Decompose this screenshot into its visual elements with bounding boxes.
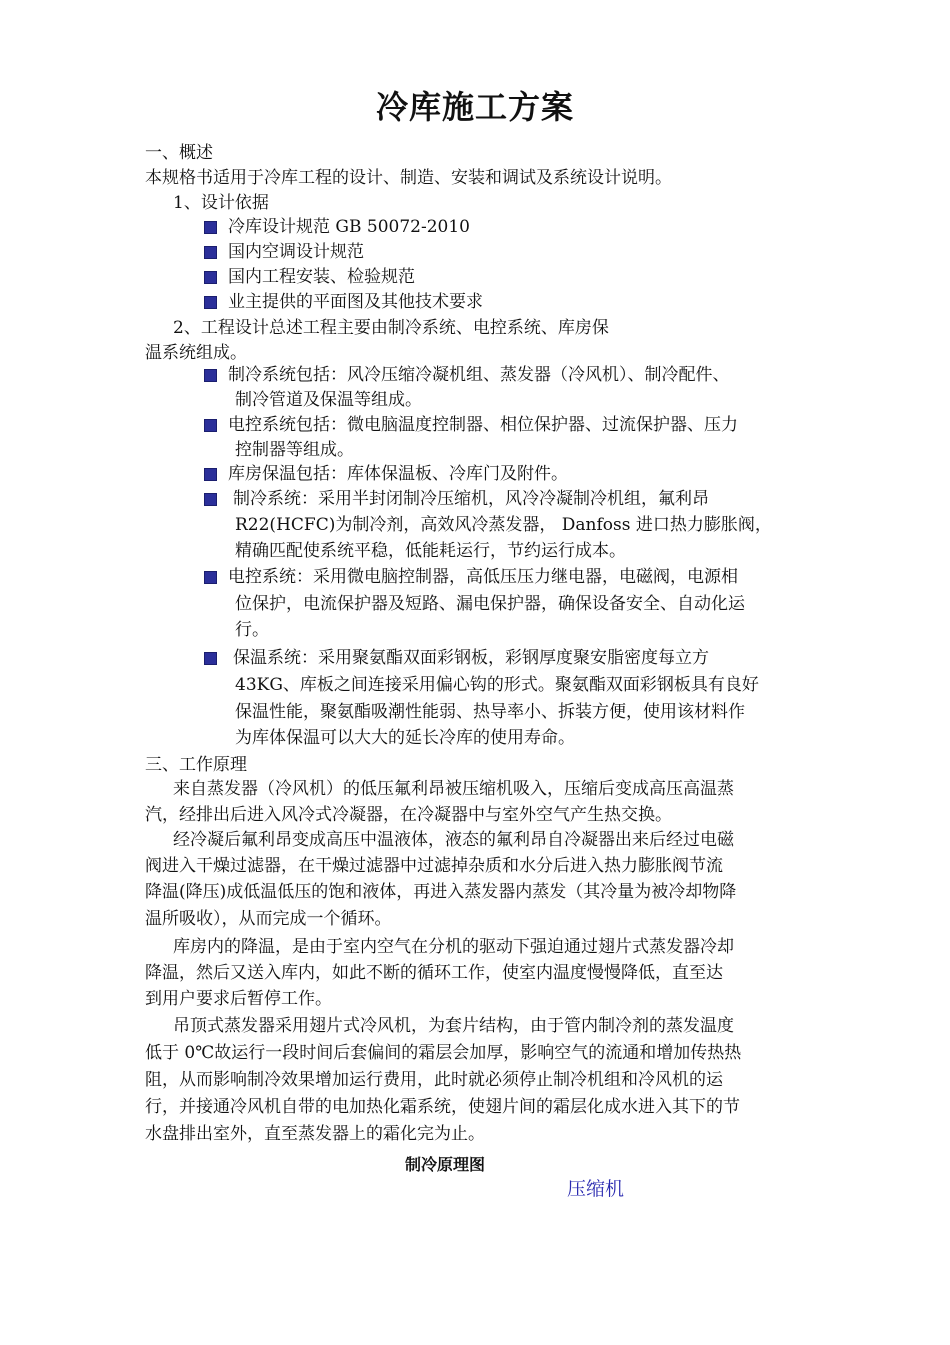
design-basis-heading: 1、设计依据 <box>173 193 269 213</box>
bullet-square-icon <box>204 468 217 481</box>
paragraph-line: 汽，经排出后进入风冷式冷凝器，在冷凝器中与室外空气产生热交换。 <box>145 805 672 825</box>
system-item-line: 为库体保温可以大大的延长冷库的使用寿命。 <box>235 728 575 748</box>
system-item-line: 库房保温包括：库体保温板、冷库门及附件。 <box>228 464 568 484</box>
system-item-line: 制冷管道及保温等组成。 <box>235 390 422 410</box>
system-item-line: 行。 <box>235 620 269 640</box>
paragraph-line: 温所吸收），从而完成一个循环。 <box>145 909 392 929</box>
paragraph-line: 库房内的降温，是由于室内空气在分机的驱动下强迫通过翅片式蒸发器冷却 <box>173 937 734 957</box>
system-item-line: 保温性能，聚氨酯吸潮性能弱、热导率小、拆装方便，使用该材料作 <box>235 702 745 722</box>
bullet-square-icon <box>204 296 217 309</box>
system-item-line: 电控系统：采用微电脑控制器，高低压压力继电器，电磁阀，电源相 <box>228 567 738 587</box>
paragraph-line: 来自蒸发器（冷风机）的低压氟利昂被压缩机吸入，压缩后变成高压高温蒸 <box>173 779 734 799</box>
section-heading-principle: 三、工作原理 <box>145 755 247 775</box>
bullet-square-icon <box>204 221 217 234</box>
system-item-line: 精确匹配使系统平稳，低能耗运行，节约运行成本。 <box>235 541 626 561</box>
system-item-line: 控制器等组成。 <box>235 440 354 460</box>
system-item-line: R22(HCFC)为制冷剂，高效风冷蒸发器， Danfoss 进口热力膨胀阀， <box>235 515 772 535</box>
paragraph-line: 低于 0℃故运行一段时间后套偏间的霜层会加厚，影响空气的流通和增加传热热 <box>145 1043 742 1063</box>
paragraph-line: 阀进入干燥过滤器，在干燥过滤器中过滤掉杂质和水分后进入热力膨胀阀节流 <box>145 856 723 876</box>
paragraph-line: 降温(降压)成低温低压的饱和液体，再进入蒸发器内蒸发（其冷量为被冷却物降 <box>145 882 737 902</box>
diagram-caption: 制冷原理图 <box>404 1155 485 1174</box>
paragraph-line: 到用户要求后暂停工作。 <box>145 989 332 1009</box>
system-item-line: 保温系统：采用聚氨酯双面彩钢板，彩钢厚度聚安脂密度每立方 <box>233 648 709 668</box>
intro-text: 本规格书适用于冷库工程的设计、制造、安装和调试及系统设计说明。 <box>145 168 672 188</box>
section-heading-overview: 一、概述 <box>145 143 213 163</box>
basis-item: 业主提供的平面图及其他技术要求 <box>228 292 483 312</box>
bullet-square-icon <box>204 271 217 284</box>
bullet-square-icon <box>204 652 217 665</box>
system-item-line: 电控系统包括：微电脑温度控制器、相位保护器、过流保护器、压力 <box>228 415 738 435</box>
basis-item: 国内工程安装、检验规范 <box>228 267 415 287</box>
paragraph-line: 吊顶式蒸发器采用翅片式冷风机，为套片结构，由于管内制冷剂的蒸发温度 <box>173 1016 734 1036</box>
basis-item: 冷库设计规范 GB 50072-2010 <box>228 217 470 237</box>
bullet-square-icon <box>204 369 217 382</box>
system-item-line: 制冷系统：采用半封闭制冷压缩机，风冷冷凝制冷机组，氟利昂 <box>233 489 709 509</box>
overview-text: 温系统组成。 <box>145 343 247 363</box>
paragraph-line: 阻，从而影响制冷效果增加运行费用，此时就必须停止制冷机组和冷风机的运 <box>145 1070 723 1090</box>
system-item-line: 43KG、库板之间连接采用偏心钩的形式。聚氨酯双面彩钢板具有良好 <box>235 675 759 695</box>
document-title: 冷库施工方案 <box>375 88 574 126</box>
system-item-line: 制冷系统包括：风冷压缩冷凝机组、蒸发器（冷风机）、制冷配件、 <box>228 365 730 385</box>
paragraph-line: 行，并接通冷风机自带的电加热化霜系统，使翅片间的霜层化成水进入其下的节 <box>145 1097 740 1117</box>
basis-item: 国内空调设计规范 <box>228 242 364 262</box>
bullet-square-icon <box>204 419 217 432</box>
paragraph-line: 水盘排出室外，直至蒸发器上的霜化完为止。 <box>145 1124 485 1144</box>
bullet-square-icon <box>204 571 217 584</box>
paragraph-line: 降温，然后又送入库内，如此不断的循环工作，使室内温度慢慢降低，直至达 <box>145 963 723 983</box>
overview-text: 2、工程设计总述工程主要由制冷系统、电控系统、库房保 <box>173 318 609 338</box>
system-item-line: 位保护，电流保护器及短路、漏电保护器，确保设备安全、自动化运 <box>235 594 745 614</box>
bullet-square-icon <box>204 493 217 506</box>
paragraph-line: 经冷凝后氟利昂变成高压中温液体，液态的氟利昂自冷凝器出来后经过电磁 <box>173 830 734 850</box>
compressor-label: 压缩机 <box>567 1178 625 1200</box>
bullet-square-icon <box>204 246 217 259</box>
